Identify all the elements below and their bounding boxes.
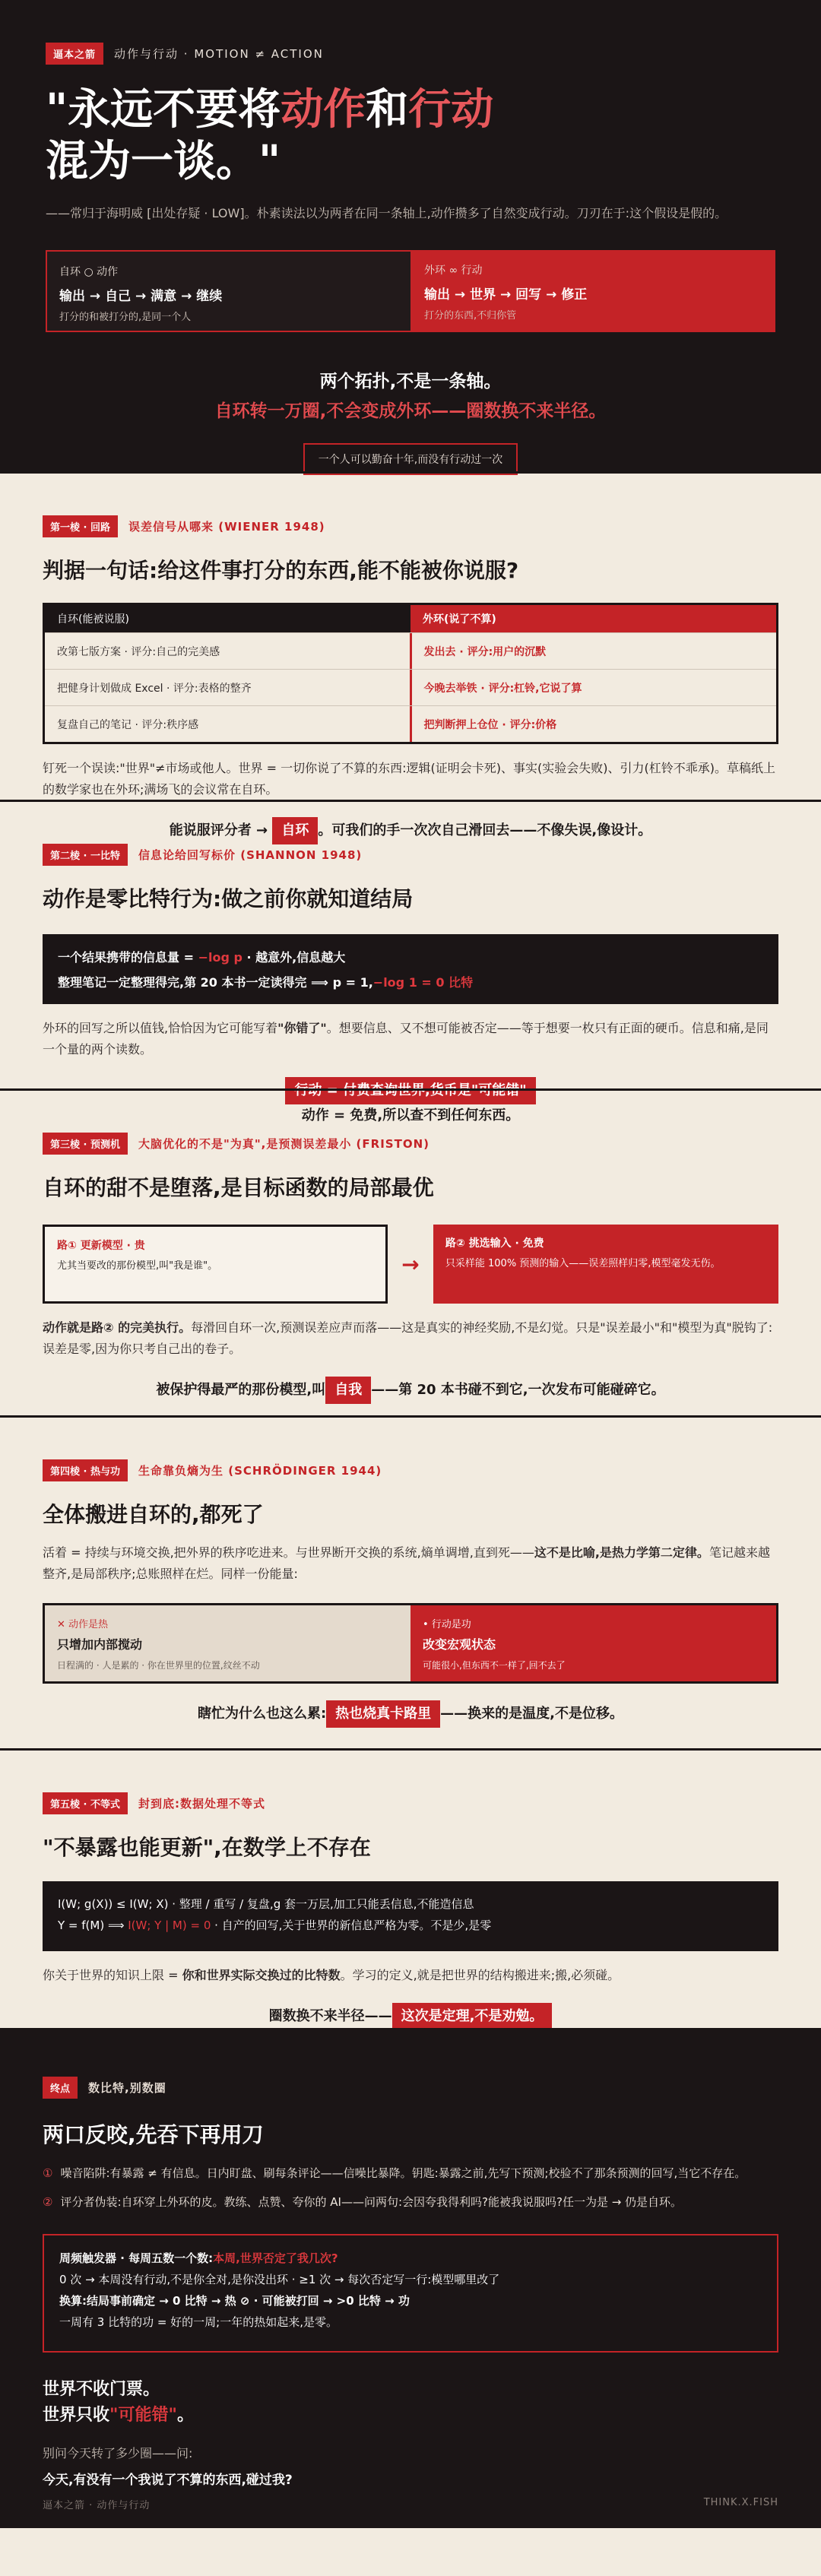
body-text: 。想要信息、又不想可能被否定——等于想要一枚只有正面的硬币。信息和痛,是同一个量的两个读数。: [43, 1021, 769, 1057]
section-ref: 数比特,别数圈: [88, 2081, 166, 2095]
footer-left: 逼本之箭 · 动作与行动: [43, 2500, 151, 2511]
self-loop-card: [46, 250, 412, 332]
body-emphasis: "你错了": [277, 1021, 327, 1035]
table-row: [45, 705, 776, 742]
formula-line: I(W; g(X)) ≤ I(W; X) · 整理 / 重写 / 复盘,g 套一万层,加工只能丢信息,不能造信息: [58, 1897, 474, 1911]
closing-text: 。: [176, 2406, 194, 2425]
table-header: [45, 605, 776, 632]
table-header-right: 外环(说了不算): [410, 605, 776, 632]
section-title: "不暴露也能更新",在数学上不存在: [43, 1835, 371, 1860]
section-header: [43, 1792, 778, 1814]
formula-highlight: I(W; Y | M) = 0: [128, 1919, 211, 1932]
conclusion-text: 瞎忙为什么也这么累:: [197, 1706, 327, 1722]
closing-text: 世界只收: [43, 2406, 110, 2425]
conclusion-text: 被保护得最严的那份模型,叫: [156, 1382, 326, 1398]
table-row: [45, 632, 776, 669]
section-header: [43, 2077, 778, 2099]
path-two-card: [433, 1225, 778, 1304]
section-header: [43, 515, 778, 537]
section-body: 钉死一个误读:"世界"≠市场或他人。世界 = 一切你说了不算的东西:逻辑(证明会卡死)、事实(实验会失败)、引力(杠铃不乖承)。草稿纸上的数学家也在外环;满场飞的会议常在自环。: [43, 761, 775, 797]
section-ref: 封到底:数据处理不等式: [138, 1797, 265, 1811]
formula-text: 一个结果携带的信息量 =: [58, 950, 198, 965]
work-desc: 可能很小,但东西不一样了,回不去了: [423, 1660, 566, 1671]
formula-highlight: −log p: [198, 950, 242, 965]
section-heat-work: [0, 1415, 821, 1748]
section-badge: 第一棱 · 回路: [43, 515, 118, 537]
hero-statement-red: 自环转一万圈,不会变成外环——圈数换不来半径。: [214, 401, 607, 421]
body-text: 外环的回写之所以值钱,恰恰因为它可能写着: [43, 1021, 278, 1035]
item-number: ②: [43, 2195, 53, 2209]
closing-statement: [43, 2377, 778, 2429]
hero-intro: ——常归于海明威 [出处存疑 · LOW]。朴素读法以为两者在同一条轴上,动作攒多了自然变成行动。刀刃在于:这个假设是假的。: [46, 206, 727, 220]
table-cell-left: 把健身计划做成 Excel · 评分:表格的整齐: [57, 682, 252, 695]
section-title: 自环的甜不是堕落,是目标函数的局部最优: [43, 1175, 434, 1200]
body-emphasis: 动作就是路② 的完美执行。: [43, 1320, 192, 1335]
highlight-chip: 自我: [325, 1377, 371, 1404]
trigger-line: 一周有 3 比特的功 = 好的一周;一年的热如起来,是零。: [59, 2315, 338, 2329]
conclusion-text: 圈数换不来半径——: [268, 2008, 392, 2024]
heat-label: ✕ 动作是热: [57, 1619, 109, 1630]
work-label: • 行动是功: [423, 1619, 471, 1630]
formula-line: [58, 1915, 763, 1936]
section-divider: [0, 1415, 821, 1418]
section-badge: 第五棱 · 不等式: [43, 1792, 128, 1814]
formula-box: [43, 934, 778, 1004]
closing-line: 世界不收门票。: [43, 2380, 160, 2399]
section-header: [43, 1133, 778, 1155]
table-cell-left: 改第七版方案 · 评分:自己的完美感: [57, 645, 220, 658]
footer-right: THINK.X.FISH: [703, 2497, 778, 2508]
path-one-card: [43, 1225, 388, 1304]
table-row: [45, 669, 776, 705]
section-title: 全体搬进自环的,都死了: [43, 1502, 264, 1527]
body-text: 活着 = 持续与环境交换,把外界的秩序吃进来。与世界断开交换的系统,熵单调增,直到死——: [43, 1545, 534, 1560]
closing-question: 今天,有没有一个我说了不算的东西,碰过我?: [43, 2473, 293, 2488]
conclusion-text: ——第 20 本书碰不到它,一次发布可能碰碎它。: [371, 1382, 665, 1398]
table-cell-right: 发出去 · 评分:用户的沉默: [410, 633, 777, 669]
conclusion-text: 。可我们的手一次次自己滑回去——不像失误,像设计。: [318, 822, 652, 838]
section-header: [43, 844, 778, 866]
title-part: 混为一谈。": [46, 137, 281, 186]
formula-text: 整理笔记一定整理得完,第 20 本书一定读得完 ⟹ p = 1,: [58, 975, 373, 990]
trigger-heading-highlight: 本周,世界否定了我几次?: [213, 2251, 338, 2265]
section-title: 两口反咬,先吞下再用刀: [43, 2122, 264, 2147]
closing-prompt: 别问今天转了多少圈——问:: [43, 2446, 193, 2460]
list-item: [43, 2164, 778, 2182]
series-tag: 逼本之箭: [46, 43, 103, 65]
pill-wrap: [46, 443, 775, 475]
self-loop-flow: 输出 → 自己 → 满意 → 继续: [59, 289, 223, 304]
section-inequality: [0, 1748, 821, 2028]
formula-text: · 越意外,信息越大: [242, 950, 346, 965]
body-text: 你关于世界的知识上限 =: [43, 1968, 182, 1982]
heat-title: 只增加内部搅动: [57, 1637, 143, 1652]
path-one-title: 路① 更新模型 · 贵: [57, 1240, 145, 1252]
path-comparison: [43, 1225, 778, 1304]
table-cell-right: 把判断押上仓位 · 评分:价格: [410, 706, 777, 742]
title-highlight: 行动: [408, 85, 494, 135]
heat-desc: 日程满的 · 人是累的 · 你在世界里的位置,纹丝不动: [57, 1660, 260, 1671]
section-predictor: [0, 1088, 821, 1415]
conclusion-text: 动作 = 免费,所以查不到任何东西。: [301, 1107, 520, 1123]
work-title: 改变宏观状态: [423, 1637, 496, 1652]
section-body: [43, 1018, 778, 1060]
trigger-line: 换算:结局事前确定 → 0 比特 → 热 ⊘ · 可能被打回 → >0 比特 → 功: [59, 2294, 410, 2308]
highlight-chip: 这次是定理,不是劝勉。: [392, 2003, 553, 2030]
heat-work-split: [43, 1603, 778, 1684]
closing-highlight: "可能错": [109, 2406, 177, 2425]
conclusion-text: ——换来的是温度,不是位移。: [440, 1706, 624, 1722]
formula-text: · 自产的回写,关于世界的新信息严格为零。不是少,是零: [211, 1919, 492, 1932]
highlight-chip: 自环: [272, 817, 318, 844]
outer-loop-label: 外环 ∞ 行动: [424, 265, 483, 277]
section-title: 动作是零比特行为:做之前你就知道结局: [43, 886, 414, 911]
path-two-desc: 只采样能 100% 预测的输入——误差照样归零,模型毫发无伤。: [445, 1258, 721, 1269]
body-emphasis: 你和世界实际交换过的比特数: [182, 1968, 341, 1982]
hero-section: [0, 0, 821, 471]
formula-text: Y = f(M) ⟹: [58, 1919, 128, 1932]
formula-box: [43, 1881, 778, 1951]
section-conclusion: [43, 2003, 778, 2030]
section-ref: 信息论给回写标价 (SHANNON 1948): [138, 848, 363, 862]
table-cell-right: 今晚去举铁 · 评分:杠铃,它说了算: [410, 670, 777, 705]
table-cell-left: 复盘自己的笔记 · 评分:秩序感: [57, 718, 199, 731]
hero-title: [46, 84, 775, 188]
body-text: 。学习的定义,就是把世界的结构搬进来;搬,必须碰。: [340, 1968, 620, 1982]
hero-pill: 一个人可以勤奋十年,而没有行动过一次: [303, 443, 518, 475]
section-conclusion: [43, 1377, 778, 1404]
body-text: 笔记越来越整齐,是局部秩序;总账照样在烂。同样一份能量:: [43, 1545, 770, 1581]
section-badge: 第三棱 · 预测机: [43, 1133, 128, 1155]
section-bit: [0, 800, 821, 1123]
heat-card: [45, 1605, 410, 1681]
item-text: 噪音陷阱:有暴露 ≠ 有信息。日内盯盘、刷每条评论——信噪比暴降。钥匙:暴露之前,先写下预测;校验不了那条预测的回写,当它不存在。: [60, 2166, 747, 2180]
arrow-right-icon: →: [401, 1251, 420, 1277]
body-text: 每滑回自环一次,预测误差应声而落——这是真实的神经奖励,不是幻觉。只是"误差最小"和"模型为真"脱钩了:误差是零,因为你只考自己出的卷子。: [43, 1320, 773, 1356]
item-number: ①: [43, 2166, 53, 2180]
closing-line: [43, 2403, 778, 2429]
trigger-heading: [59, 2248, 762, 2269]
path-two-title: 路② 挑选输入 · 免费: [445, 1237, 544, 1250]
title-part: 和: [366, 85, 409, 135]
path-one-desc: 尤其当要改的那份模型,叫"我是谁"。: [57, 1260, 218, 1272]
body-emphasis: 这不是比喻,是热力学第二定律。: [534, 1545, 709, 1560]
item-text: 评分者伪装:自环穿上外环的皮。教练、点赞、夸你的 AI——问两句:会因夸我得利吗?能被我说服吗?任一为是 → 仍是自环。: [60, 2195, 683, 2209]
list-item: [43, 2193, 778, 2211]
section-divider: [0, 1088, 821, 1091]
section-header: [43, 1459, 778, 1481]
footer: [43, 2497, 778, 2511]
section-badge: 终点: [43, 2077, 78, 2099]
section-ref: 生命靠负熵为生 (SCHRÖDINGER 1944): [138, 1464, 382, 1478]
section-badge: 第二棱 · 一比特: [43, 844, 128, 866]
self-loop-sub: 打分的和被打分的,是同一个人: [59, 312, 192, 323]
table-header-left: 自环(能被说服): [45, 605, 410, 632]
formula-line: [58, 948, 763, 965]
section-badge: 第四棱 · 热与功: [43, 1459, 128, 1481]
section-divider: [0, 471, 821, 474]
outer-loop-card: [412, 250, 775, 332]
outer-loop-flow: 输出 → 世界 → 回写 → 修正: [424, 287, 588, 303]
hero-tagline: 动作与行动 · MOTION ≠ ACTION: [114, 47, 324, 61]
loop-comparison: [46, 250, 775, 332]
loop-table: [43, 603, 778, 744]
final-section: [0, 2028, 821, 2528]
title-highlight: 动作: [281, 85, 366, 135]
self-loop-label: 自环 ○ 动作: [59, 266, 119, 278]
section-body: [43, 1542, 778, 1585]
highlight-chip: 热也烧真卡路里: [326, 1700, 440, 1728]
section-divider: [0, 1748, 821, 1751]
hero-statement: 两个拓扑,不是一条轴。: [319, 372, 502, 391]
section-ref: 误差信号从哪来 (WIENER 1948): [128, 520, 325, 534]
work-card: [410, 1605, 776, 1681]
section-loop: [0, 471, 821, 838]
section-conclusion: [43, 1700, 778, 1728]
section-body: [43, 1965, 778, 1986]
section-divider: [0, 800, 821, 802]
title-part: "永远不要将: [46, 85, 281, 135]
formula-highlight: −log 1 = 0 比特: [372, 975, 474, 990]
trigger-heading-text: 周频触发器 · 每周五数一个数:: [59, 2251, 214, 2265]
weekly-trigger-box: [43, 2234, 778, 2353]
hero-tag-row: [46, 43, 775, 65]
conclusion-text: 能说服评分者 →: [169, 822, 273, 838]
trigger-line: 0 次 → 本周没有行动,不是你全对,是你没出环 · ≥1 次 → 每次否定写一行:模型哪里改了: [59, 2273, 500, 2286]
section-title: 判据一句话:给这件事打分的东西,能不能被你说服?: [43, 558, 519, 583]
section-body: [43, 1317, 778, 1360]
formula-line: [58, 973, 763, 990]
outer-loop-sub: 打分的东西,不归你管: [424, 310, 517, 322]
section-ref: 大脑优化的不是"为真",是预测误差最小 (FRISTON): [138, 1137, 430, 1151]
